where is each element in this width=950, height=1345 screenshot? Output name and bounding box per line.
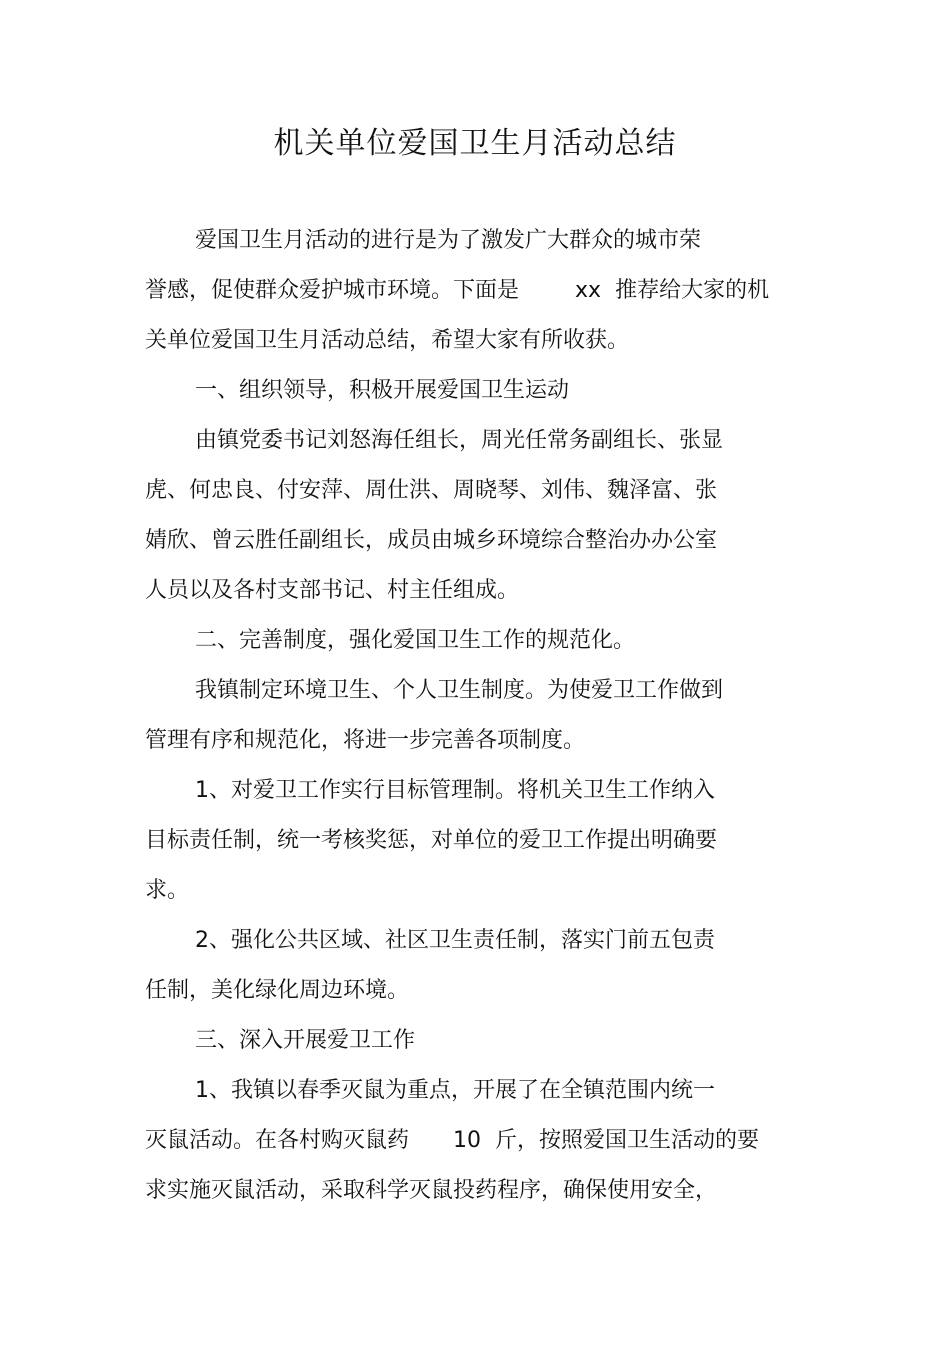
paragraph-line: 虎、何忠良、付安萍、周仕洪、周晓琴、刘伟、魏泽富、张	[145, 478, 718, 503]
section-heading: 一、组织领导，积极开展爱国卫生运动	[195, 378, 570, 403]
line-segment: xx	[575, 278, 602, 303]
paragraph-line: 2、强化公共区域、社区卫生责任制，落实门前五包责	[195, 928, 715, 953]
paragraph-line: 1、我镇以春季灭鼠为重点，开展了在全镇范围内统一	[195, 1078, 715, 1103]
paragraph-line	[145, 274, 769, 308]
paragraph-line: 1、对爱卫工作实行目标管理制。将机关卫生工作纳入	[195, 778, 715, 803]
line-segment: 斤，按照爱国卫生活动的要	[495, 1128, 760, 1153]
document-title: 机关单位爱国卫生月活动总结	[273, 126, 677, 161]
paragraph-line	[145, 1124, 759, 1158]
paragraph-line: 人员以及各村支部书记、村主任组成。	[145, 578, 520, 603]
line-segment: 推荐给大家的机	[615, 278, 770, 303]
section-heading: 二、完善制度，强化爱国卫生工作的规范化。	[195, 628, 636, 653]
section-heading: 三、深入开展爱卫工作	[195, 1028, 416, 1053]
paragraph-line: 目标责任制，统一考核奖惩，对单位的爱卫工作提出明确要	[145, 828, 718, 853]
paragraph-line: 婧欣、曾云胜任副组长，成员由城乡环境综合整治办办公室	[145, 528, 718, 553]
paragraph-line: 求实施灭鼠活动，采取科学灭鼠投药程序，确保使用安全，	[145, 1178, 718, 1203]
paragraph-line: 关单位爱国卫生月活动总结，希望大家有所收获。	[145, 328, 630, 353]
paragraph-line: 求。	[145, 878, 190, 903]
line-segment: 灭鼠活动。在各村购灭鼠药	[145, 1128, 410, 1153]
paragraph-line: 管理有序和规范化，将进一步完善各项制度。	[145, 728, 586, 753]
line-segment: 10	[453, 1128, 482, 1153]
paragraph-line: 我镇制定环境卫生、个人卫生制度。为使爱卫工作做到	[195, 678, 724, 703]
paragraph-line: 爱国卫生月活动的进行是为了激发广大群众的城市荣	[195, 228, 702, 253]
paragraph-line: 由镇党委书记刘怒海任组长，周光任常务副组长、张显	[195, 428, 724, 453]
line-segment: 誉感，促使群众爱护城市环境。下面是	[145, 278, 520, 303]
paragraph-line: 任制，美化绿化周边环境。	[145, 978, 410, 1003]
